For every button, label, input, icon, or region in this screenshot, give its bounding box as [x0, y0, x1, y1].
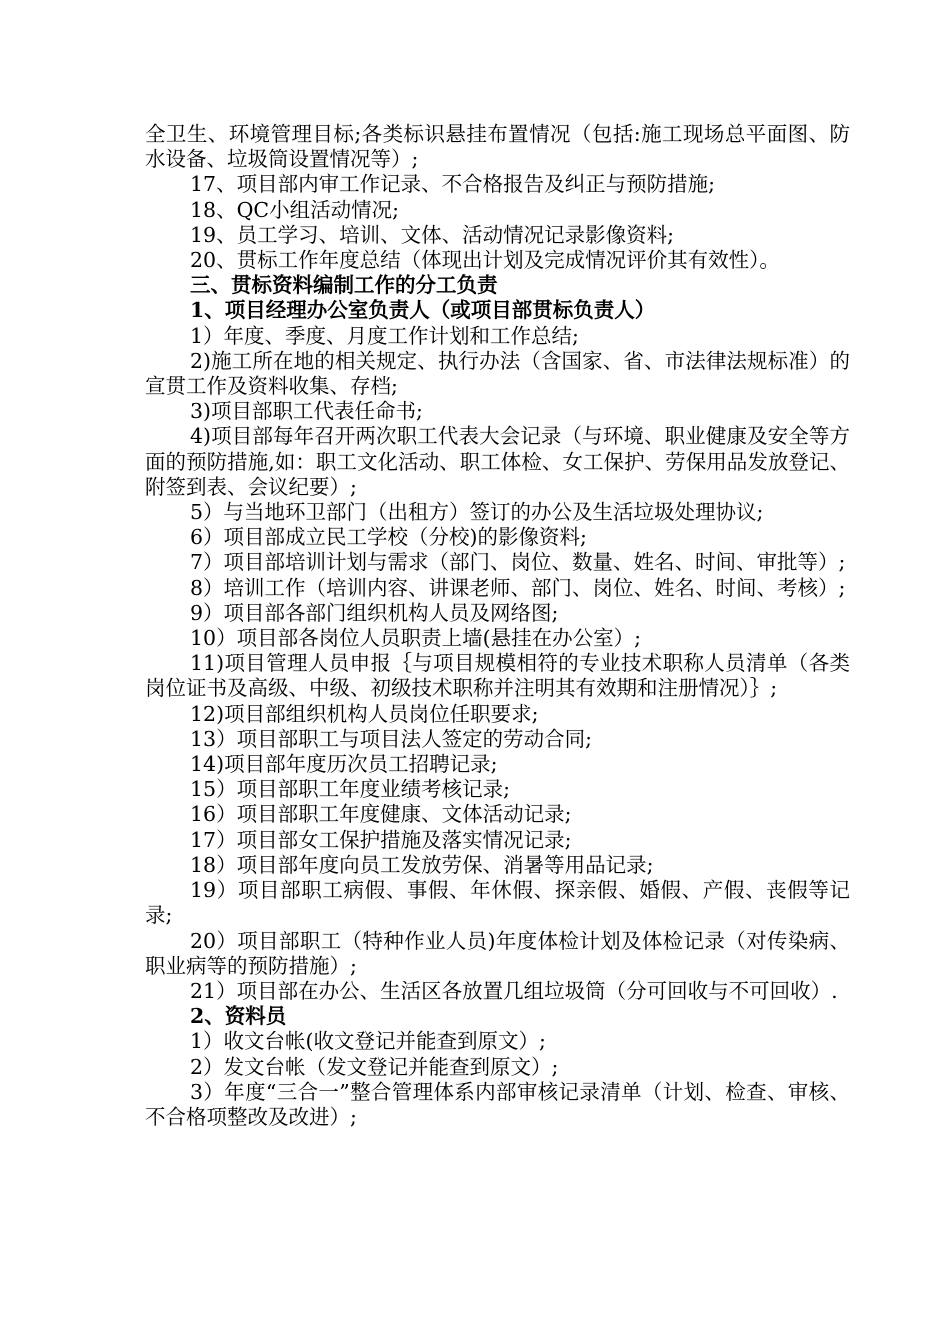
paragraph: 15）项目部职工年度业绩考核记录;: [190, 777, 510, 802]
paragraph: 2）发文台帐（发文登记并能查到原文）;: [190, 1054, 559, 1079]
paragraph: 12)项目部组织机构人员岗位任职要求;: [190, 701, 539, 726]
paragraph: 19）项目部职工病假、事假、年休假、探亲假、婚假、产假、丧假等记录;: [145, 878, 850, 928]
paragraph: 19、员工学习、培训、文体、活动情况记录影像资料;: [190, 222, 674, 247]
paragraph: 2)施工所在地的相关规定、执行办法（含国家、省、市法律法规标准）的宣贯工作及资料收集、存档;: [145, 348, 850, 399]
paragraph: 17）项目部女工保护措施及落实情况记录;: [190, 827, 572, 852]
paragraph: 11)项目管理人员申报｛与项目规模相符的专业技术职称人员清单（各类岗位证书及高级、中级、初级技术职称并注明其有效期和注册情况）｝;: [145, 651, 850, 701]
paragraph: 20、贯标工作年度总结（体现出计划及完成情况评价其有效性）。: [190, 248, 780, 273]
paragraph: 3）年度“三合一”整合管理体系内部审核记录清单（计划、检查、审核、不合格项整改及改进）;: [145, 1079, 850, 1129]
paragraph: 13）项目部职工与项目法人签定的劳动合同;: [190, 726, 592, 751]
paragraph: 17、项目部内审工作记录、不合格报告及纠正与预防措施;: [190, 172, 715, 197]
paragraph: 全卫生、环境管理目标;各类标识悬挂布置情况（包括:施工现场总平面图、防水设备、垃圾筒设置情况等）;: [145, 122, 850, 172]
paragraph: 16）项目部职工年度健康、文体活动记录;: [190, 802, 572, 827]
paragraph: 8）培训工作（培训内容、讲课老师、部门、岗位、姓名、时间、考核）;: [190, 575, 846, 600]
paragraph: 1）年度、季度、月度工作计划和工作总结;: [190, 323, 579, 348]
paragraph: 1）收文台帐(收文登记并能查到原文）;: [190, 1029, 546, 1054]
paragraph: 18、QC小组活动情况;: [190, 197, 399, 222]
paragraph: 6）项目部成立民工学校（分校)的影像资料;: [190, 525, 587, 550]
document-page: [145, 122, 850, 1130]
section-heading: 2、资料员: [190, 1004, 287, 1029]
paragraph: 20）项目部职工（特种作业人员)年度体检计划及体检记录（对传染病、职业病等的预防措施）;: [145, 928, 850, 978]
section-heading: 三、贯标资料编制工作的分工负责: [190, 273, 498, 298]
paragraph: 7）项目部培训计划与需求（部门、岗位、数量、姓名、时间、审批等）;: [190, 550, 846, 575]
paragraph: 10）项目部各岗位人员职责上墙(悬挂在办公室）;: [190, 626, 641, 651]
paragraph: 5）与当地环卫部门（出租方）签订的办公及生活垃圾处理协议;: [190, 500, 764, 525]
paragraph: 21）项目部在办公、生活区各放置几组垃圾筒（分可回收与不可回收）.: [190, 978, 838, 1003]
paragraph: 3)项目部职工代表任命书;: [190, 399, 423, 424]
paragraph: 14)项目部年度历次员工招聘记录;: [190, 752, 498, 777]
section-heading: 1、项目经理办公室负责人（或项目部贯标负责人）: [190, 298, 656, 323]
paragraph: 18）项目部年度向员工发放劳保、消暑等用品记录;: [190, 852, 654, 877]
paragraph: 9）项目部各部门组织机构人员及网络图;: [190, 600, 559, 625]
paragraph: 4)项目部每年召开两次职工代表大会记录（与环境、职业健康及安全等方面的预防措施,如：职工文化活动、职工体检、女工保护、劳保用品发放登记、附签到表、会议纪要）;: [145, 424, 850, 499]
